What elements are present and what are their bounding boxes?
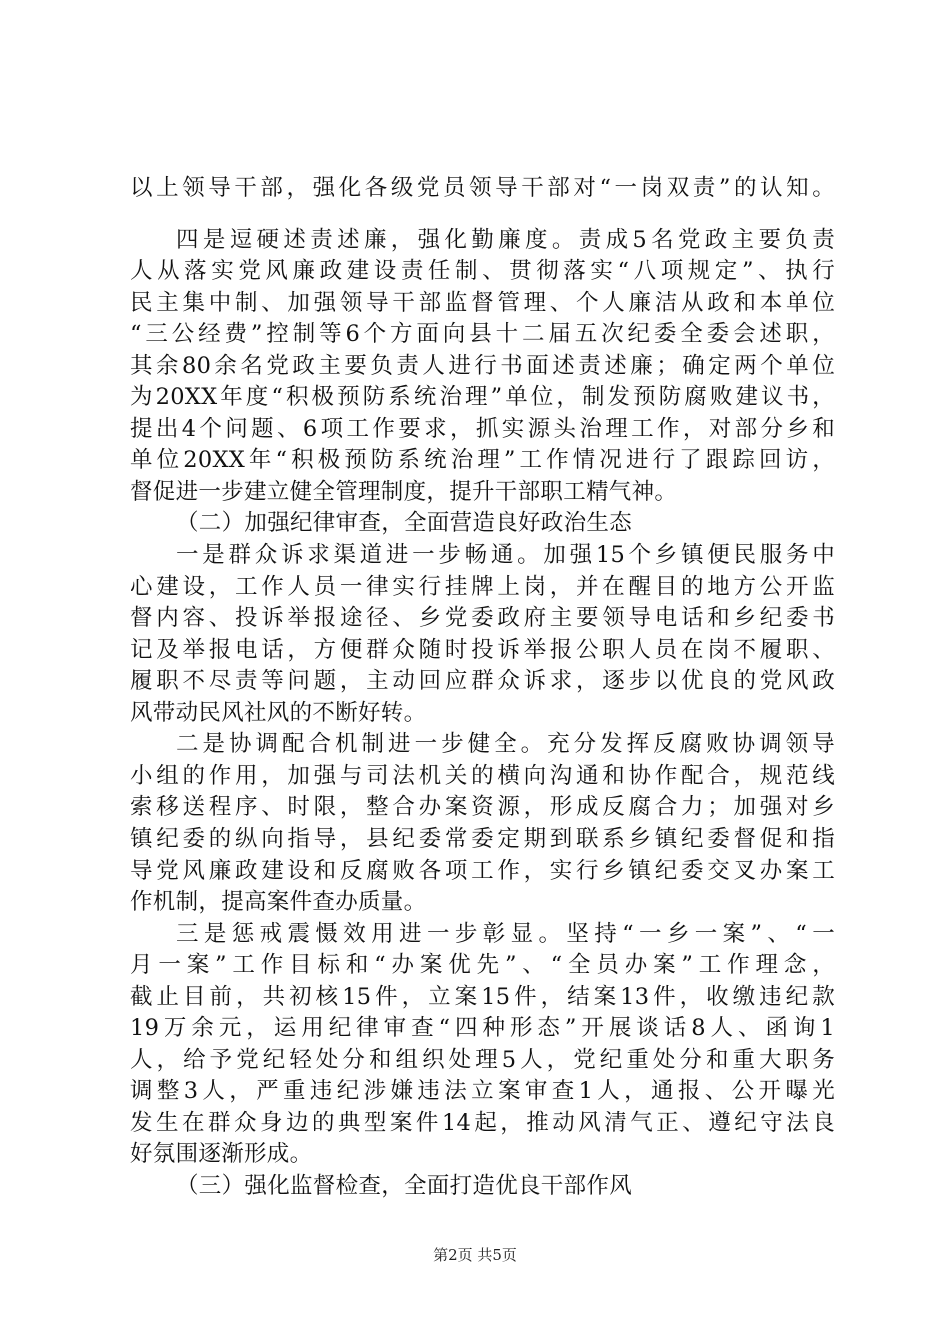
text-line: 以上领导干部，强化各级党员领导干部对“一岗双责”的认知。 <box>130 175 835 201</box>
text-line: 好氛围逐渐形成。 <box>130 1141 313 1167</box>
text-line: 记及举报电话，方便群众随时投诉举报公职人员在岗不履职、 <box>130 637 835 663</box>
text-line: 索移送程序、时限，整合办案资源，形成反腐合力；加强对乡 <box>130 794 835 820</box>
text-line: 二是协调配合机制进一步健全。充分发挥反腐败协调领导 <box>176 731 835 757</box>
section-heading: （三）强化监督检查，全面打造优良干部作风 <box>176 1173 633 1199</box>
text-line: 督促进一步建立健全管理制度，提升干部职工精气神。 <box>130 479 678 505</box>
text-line: 19万余元，运用纪律审查“四种形态”开展谈话8人、函询1 <box>130 1015 835 1041</box>
text-line: 截止目前，共初核15件，立案15件，结案13件，收缴违纪款 <box>130 984 835 1010</box>
text-line: 为20XX年度“积极预防系统治理”单位，制发预防腐败建议书， <box>130 384 835 410</box>
text-line: 镇纪委的纵向指导，县纪委常委定期到联系乡镇纪委督促和指 <box>130 826 835 852</box>
text-line: 民主集中制、加强领导干部监督管理、个人廉洁从政和本单位 <box>130 290 835 316</box>
text-line: 人从落实党风廉政建设责任制、贯彻落实“八项规定”、执行 <box>130 258 835 284</box>
text-line: 一是群众诉求渠道进一步畅通。加强15个乡镇便民服务中 <box>176 542 835 568</box>
text-line: 导党风廉政建设和反腐败各项工作，实行乡镇纪委交叉办案工 <box>130 858 835 884</box>
text-line: “三公经费”控制等6个方面向县十二届五次纪委全委会述职， <box>130 321 835 347</box>
text-line: 小组的作用，加强与司法机关的横向沟通和协作配合，规范线 <box>130 763 835 789</box>
text-line: 督内容、投诉举报途径、乡党委政府主要领导电话和乡纪委书 <box>130 605 835 631</box>
text-line: 人，给予党纪轻处分和组织处理5人，党纪重处分和重大职务 <box>130 1047 835 1073</box>
page-number: 第2页 共5页 <box>433 1246 517 1264</box>
text-line: 其余80余名党政主要负责人进行书面述责述廉；确定两个单位 <box>130 353 835 379</box>
text-line: 调整3人，严重违纪涉嫌违法立案审查1人，通报、公开曝光 <box>130 1078 835 1104</box>
text-line: 单位20XX年“积极预防系统治理”工作情况进行了跟踪回访， <box>130 447 835 473</box>
text-line: 履职不尽责等问题，主动回应群众诉求，逐步以优良的党风政 <box>130 668 835 694</box>
text-line: 提出4个问题、6项工作要求，抓实源头治理工作，对部分乡和 <box>130 416 835 442</box>
text-line: 发生在群众身边的典型案件14起，推动风清气正、遵纪守法良 <box>130 1110 835 1136</box>
text-line: 四是逗硬述责述廉，强化勤廉度。责成5名党政主要负责 <box>176 227 835 253</box>
text-line: 风带动民风社风的不断好转。 <box>130 700 427 726</box>
text-line: 三是惩戒震慑效用进一步彰显。坚持“一乡一案”、“一 <box>176 921 835 947</box>
text-line: 心建设，工作人员一律实行挂牌上岗，并在醒目的地方公开监 <box>130 574 835 600</box>
section-heading: （二）加强纪律审查，全面营造良好政治生态 <box>176 510 633 536</box>
text-line: 作机制，提高案件查办质量。 <box>130 889 427 915</box>
text-line: 月一案”工作目标和“办案优先”、“全员办案”工作理念， <box>130 952 835 978</box>
